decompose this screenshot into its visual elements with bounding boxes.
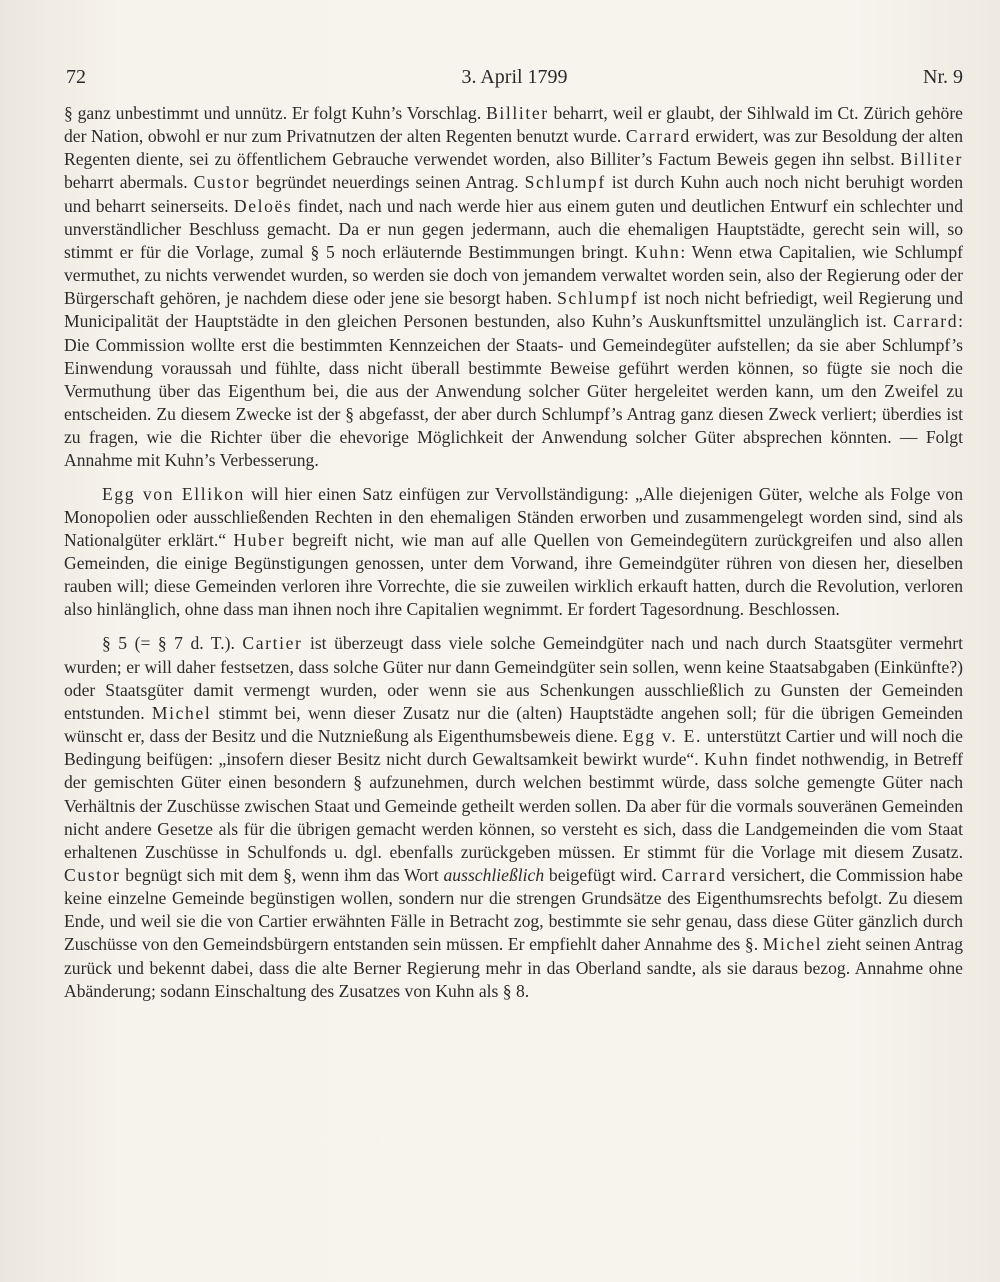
speaker-name: Cartier	[242, 633, 303, 654]
speaker-name: Custor	[193, 172, 251, 193]
speaker-name: Carrard	[625, 126, 691, 147]
speaker-name: Kuhn	[704, 749, 750, 770]
speaker-name: Custor	[64, 865, 121, 885]
text-run: will hier einen Satz einfügen zur Vervollständigung: „Alle diejenigen Güter, welche als Folge von Monopolien oder ausschließenden Rechten in den ehemaligen Ständen erworben und zusammengelegt worden sind, sind als Nationalgüter erklärt.“	[64, 483, 963, 550]
running-header	[66, 62, 963, 92]
text-run: § ganz unbestimmt und unnütz. Er folgt Kuhn’s Vorschlag.	[64, 103, 487, 123]
text-run: erwidert, was zur Besoldung der alten Regenten diente, sei zu öffentlichem Gebrauche verwendet worden, also Billiter’s Factum Beweis gegen ihn selbst.	[64, 126, 963, 170]
text-run: beharrt, weil er glaubt, der Sihlwald im Ct. Zürich gehöre der Nation, obwohl er nur zum Privatnutzen der alten Regenten benutzt wurde.	[64, 103, 963, 147]
speaker-name: Carrard	[661, 865, 727, 885]
speaker-name: Carrard	[893, 311, 959, 332]
text-run: : Wenn etwa Capitalien, wie Schlumpf vermuthet, zu nichts verwendet wurden, so werden sie doch von jemandem verwaltet worden sein, also der Regierung oder der Bürgerschaft gehören, je nachdem diese oder jene sie besorgt haben.	[64, 241, 963, 309]
page-number: 72	[66, 66, 86, 88]
text-run: stimmt bei, wenn dieser Zusatz nur die (alten) Hauptstädte angehen soll; für die übrigen Gemeinden wünscht er, dass der Besitz und die Nutznießung als Eigenthumsbeweis diene.	[64, 702, 963, 747]
speaker-name: Egg von Ellikon	[102, 483, 245, 504]
speaker-name: Kuhn	[634, 241, 681, 262]
text-run: : Die Commission wollte erst die bestimmten Kennzeichen der Staats- und Gemeindegüter aufstellen; da sie aber Schlumpf’s Einwendung voraussah und fühlte, dass nicht überall bestimmte Beweise geführt werden können, so fügte sie noch die Vermuthung über das Eigenthum bei, die aus der Anwendung solcher Güter hergeleitet werden kann, um den Zweifel zu entscheiden. Zu diesem Zwecke ist der § abgefasst, der aber durch Schlumpf’s Antrag ganz diesen Zweck verliert; überdies ist zu fragen, wie die Richter über die ehevorige Möglichkeit der Anwendung solcher Güter absprechen könnten. — Folgt Annahme mit Kuhn’s Verbesserung.	[64, 311, 963, 471]
paragraph-2	[64, 483, 963, 622]
paragraph-1	[64, 102, 963, 473]
text-run: ist überzeugt dass viele solche Gemeindgüter nach und nach durch Staatsgüter vermehrt wurden; er will daher festsetzen, dass solche Güter nur dann Gemeindgüter sein sollen, wenn keine Staatsabgaben (Einkünfte?) oder Staatsgüter damit vermengt wurden, oder wenn sie aus Schenkungen ausschließlich zu Gunsten der Gemeinden entstunden.	[64, 633, 963, 723]
speaker-name: Michel	[762, 934, 823, 955]
text-run: findet, nach und nach werde hier aus einem guten und deutlichen Entwurf ein schlechter und unverständlicher Beschluss gemacht. Da er nun gegen jedermann, auch die ehemaligen Hauptstädte, gerecht sein will, so stimmt er für die Vorlage, zumal § 5 noch erläuternde Bestimmungen bringt.	[64, 195, 964, 262]
speaker-name: Schlumpf	[524, 172, 606, 193]
speaker-name: Schlumpf	[557, 288, 639, 309]
speaker-name: Deloës	[233, 195, 293, 216]
text-run: unterstützt Cartier und will noch die Bedingung beifügen: „insofern dieser Besitz nicht durch Gewaltsamkeit bewirkt wurde“.	[64, 726, 963, 770]
header-date: 3. April 1799	[461, 66, 568, 88]
speaker-name: Billiter	[900, 149, 963, 170]
text-run: begründet neuerdings seinen Antrag.	[250, 172, 525, 193]
text-run: § 5 (= § 7 d. T.).	[102, 633, 243, 654]
speaker-name: Egg v. E.	[622, 726, 702, 747]
text-run: beigefügt wird.	[544, 865, 662, 885]
text-run: begnügt sich mit dem §, wenn ihm das Wort	[120, 865, 444, 885]
emphasized-word: ausschließlich	[443, 865, 545, 885]
text-run: ist noch nicht befriedigt, weil Regierung und Municipalität der Hauptstädte in den gleichen Personen bestunden, also Kuhn’s Auskunftsmittel unzulänglich ist.	[64, 288, 963, 332]
text-run: beharrt abermals.	[64, 172, 194, 193]
text-run: zieht seinen Antrag zurück und bekennt dabei, dass die alte Berner Regierung mehr in das Oberland sandte, als sie daraus bezog. Annahme ohne Abänderung; sodann Einschaltung des Zusatzes von Kuhn als § 8.	[64, 934, 963, 1001]
text-run: begreift nicht, wie man auf alle Quellen von Gemeindegütern zurückgreifen und also allen Gemeinden, die einige Begünstigungen genossen, unter dem Vorwand, ihre Gemeindgüter rühren von diesen her, dieselben rauben will; diese Gemeinden verloren ihre Vorrechte, die sie zuweilen wirklich erkauft hatten, durch die Revolution, verloren also hinlänglich, ohne dass man ihnen noch ihre Capitalien wegnimmt. Er fordert Tagesordnung. Beschlossen.	[64, 529, 963, 620]
paragraph-3	[64, 632, 963, 1003]
speaker-name: Huber	[233, 529, 286, 550]
issue-number: Nr. 9	[923, 66, 963, 88]
text-run: versichert, die Commission habe keine einzelne Gemeinde begünstigen wollen, sondern nur die strengen Grundsätze des Eigenthumsrechts befolgt. Zu diesem Ende, und weil sie die von Cartier erwähnten Fälle in Betracht zog, bestimmte sie sehr genau, dass diese Güter gänzlich durch Zuschüsse von den Gemeindsbürgern entstanden sein müssen. Er empfiehlt daher Annahme des §.	[64, 865, 963, 955]
speaker-name: Michel	[151, 702, 212, 723]
speaker-name: Billiter	[486, 103, 549, 123]
text-run: findet nothwendig, in Betreff der gemischten Güter einen besondern § aufzunehmen, durch welchen bestimmt würde, dass solche gemengte Güter nach Verhältnis der Zuschüsse zwischen Staat und Gemeinde getheilt werden sollen. Da aber für die vormals souveränen Gemeinden nicht andere Gesetze als für die übrigen gemacht werden können, so versteht es sich, dass die Landgemeinden die vom Staat erhaltenen Zuschüsse in Schulfonds u. dgl. ebenfalls zurückgeben müssen. Er stimmt für die Vorlage mit diesem Zusatz.	[64, 749, 963, 862]
page-body	[64, 102, 963, 1003]
text-run: ist durch Kuhn auch noch nicht beruhigt worden und beharrt seinerseits.	[64, 172, 963, 216]
